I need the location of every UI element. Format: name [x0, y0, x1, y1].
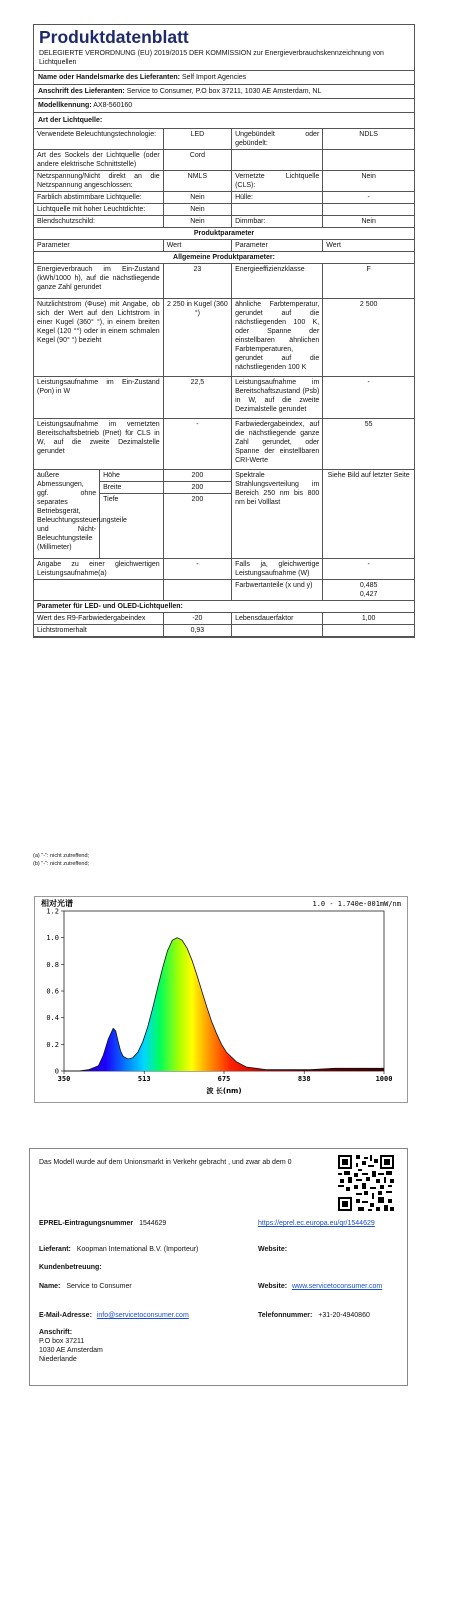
param-value: 1,00 — [323, 613, 414, 625]
address-block — [39, 1328, 103, 1364]
supplier-value: Koopman International B.V. (Importeur) — [76, 1246, 199, 1253]
col-param-header: Parameter — [34, 240, 163, 252]
general-header: Allgemeine Produktparameter: — [34, 252, 414, 264]
param-value: NMLS — [163, 171, 231, 192]
chroma-y: 0,427 — [359, 591, 378, 598]
param-label: Netzspannung/Nicht direkt an die Netzspannung angeschlossen: — [34, 171, 163, 192]
param-label: ähnliche Farbtemperatur, gerundet auf die nächstliegenden 100 K, oder Spanne der einstellbaren ähnlichen Farbtemperaturen, gerundet auf die nächstliegenden 100 K — [232, 299, 323, 377]
x-tick-label: 838 — [297, 1075, 311, 1083]
param-value: - — [323, 377, 414, 419]
param-label: Hülle: — [232, 192, 323, 204]
contact-name-row — [39, 1282, 132, 1291]
param-label: Dimmbar: — [232, 216, 323, 228]
param-label: Verwendete Beleuchtungstechnologie: — [34, 129, 163, 150]
param-value: 2 250 in Kugel (360 °) — [163, 299, 231, 377]
spectrum-svg — [35, 897, 407, 1102]
x-tick-label: 1000 — [375, 1075, 393, 1083]
supplier-address-value: Service to Consumer, P.O box 37211, 1030 AE Amsterdam, NL — [126, 88, 322, 95]
param-value: Nein — [163, 216, 231, 228]
param-label: Wert des R9-Farbwiedergabeindex — [34, 613, 163, 625]
param-label: Energieverbrauch im Ein-Zustand (kWh/1000 h), auf die nächstliegende ganze Zahl gerundet — [34, 264, 163, 299]
dimensions-values-cell — [163, 470, 231, 559]
table-row — [34, 625, 414, 637]
equiv-value: - — [163, 559, 231, 580]
y-tick-label: 0 — [54, 1067, 59, 1076]
eprel-row — [39, 1219, 166, 1228]
param-value: Nein — [163, 192, 231, 204]
col-value-header: Wert — [163, 240, 231, 252]
contact-website-link[interactable]: www.servicetoconsumer.com — [292, 1283, 383, 1290]
product-data-sheet — [33, 24, 415, 638]
address-line-2: 1030 AE Amsterdam — [39, 1347, 103, 1354]
table-row — [34, 580, 414, 601]
table-row — [34, 216, 414, 228]
regulation-text: DELEGIERTE VERORDNUNG (EU) 2019/2015 DER KOMMISSION zur Energieverbrauchskennzeichnung von Lichtquellen — [34, 49, 414, 71]
market-intro: Das Modell wurde auf dem Unionsmarkt in Verkehr gebracht , und zwar ab dem 0 — [39, 1159, 292, 1166]
email-label: E-Mail-Adresse: — [39, 1312, 92, 1319]
equiv2-value: - — [323, 559, 414, 580]
param-value: Nein — [323, 171, 414, 192]
table-row — [34, 192, 414, 204]
param-value — [323, 150, 414, 171]
param-label — [232, 150, 323, 171]
col-value-header: Wert — [323, 240, 414, 252]
dimensions-row — [34, 470, 414, 559]
param-label — [232, 204, 323, 216]
model-value: AX8-560160 — [93, 102, 133, 109]
param-value: -20 — [163, 613, 231, 625]
x-tick-label: 675 — [217, 1075, 231, 1083]
param-value: Nein — [323, 216, 414, 228]
phone-label: Telefonnummer: — [258, 1312, 313, 1319]
dim-depth-value: 200 — [191, 496, 204, 503]
table-row — [34, 264, 414, 299]
sheet-title: Produktdatenblatt — [39, 27, 189, 47]
eprel-number: 1544629 — [139, 1220, 167, 1227]
param-label: Farblich abstimmbare Lichtquelle: — [34, 192, 163, 204]
param-value: - — [163, 419, 231, 470]
light-type-header: Art der Lichtquelle: — [34, 113, 414, 129]
col-param-header: Parameter — [232, 240, 323, 252]
model-row — [34, 99, 414, 113]
param-label: Farbwiedergabeindex, auf die nächstliegende ganze Zahl gerundet, oder Spanne der einstellbaren CRI-Werte — [232, 419, 323, 470]
table-row — [34, 377, 414, 419]
param-value: Cord — [163, 150, 231, 171]
model-label: Modellkennung: — [38, 102, 92, 109]
supplier-address-row — [34, 85, 414, 99]
equiv2-label: Falls ja, gleichwertige Leistungsaufnahme (W) — [232, 559, 323, 580]
table-row — [34, 299, 414, 377]
light-type-table — [34, 129, 414, 637]
section-header-row — [34, 601, 414, 613]
dim-height-label: Höhe — [100, 470, 163, 482]
eprel-url-link[interactable]: https://eprel.ec.europa.eu/qr/1544629 — [258, 1220, 375, 1227]
contact-website-row — [258, 1282, 398, 1291]
eprel-label: EPREL-Eintragungsnummer — [39, 1220, 134, 1227]
table-row — [34, 150, 414, 171]
website-label: Website: — [258, 1246, 288, 1253]
led-header: Parameter für LED- und OLED-Lichtquellen: — [34, 601, 414, 613]
param-label: Art des Sockels der Lichtquelle (oder andere elektrische Schnittstelle) — [34, 150, 163, 171]
section-header-row — [34, 252, 414, 264]
address-label: Anschrift: — [39, 1329, 73, 1336]
param-value: Nein — [163, 204, 231, 216]
y-tick-label: 0.4 — [46, 1014, 59, 1023]
y-tick-label: 0.6 — [46, 987, 59, 996]
address-line-3: Niederlande — [39, 1356, 77, 1363]
param-label: Leistungsaufnahme im Ein-Zustand (Pon) in W — [34, 377, 163, 419]
phone-row — [258, 1311, 370, 1320]
table-row — [34, 129, 414, 150]
email-row — [39, 1311, 189, 1320]
y-tick-label: 1.2 — [46, 907, 59, 916]
spectrum-scale: 1.0 - 1.740e-001mW/nm — [312, 900, 401, 908]
param-label: Vernetzte Lichtquelle (CLS): — [232, 171, 323, 192]
table-row — [34, 559, 414, 580]
x-tick-label: 513 — [137, 1075, 151, 1083]
chroma-x: 0,485 — [359, 582, 378, 589]
footnote-a: (a) "-": nicht zutreffend; — [33, 853, 90, 859]
column-header-row — [34, 240, 414, 252]
phone-value: +31-20-4940860 — [318, 1312, 370, 1319]
param-value: 2 500 — [323, 299, 414, 377]
param-label — [232, 625, 323, 637]
param-label: Leistungsaufnahme im vernetzten Bereitschaftsbetrieb (Pnet) für CLS in W, auf die zweite Dezimalstelle gerundet — [34, 419, 163, 470]
spectrum-title: 相对光谱 — [41, 899, 73, 908]
param-value: 0,93 — [163, 625, 231, 637]
address-line-1: P.O box 37211 — [39, 1338, 85, 1345]
y-tick-label: 1.0 — [46, 934, 59, 943]
footnote-b: (b) "-": nicht zutreffend; — [33, 861, 90, 867]
param-value — [323, 204, 414, 216]
param-value — [323, 625, 414, 637]
y-tick-label: 0.2 — [46, 1040, 59, 1049]
param-value: 22,5 — [163, 377, 231, 419]
footnotes — [33, 852, 89, 868]
contact-website-label: Website: — [258, 1283, 288, 1290]
table-row — [34, 204, 414, 216]
x-axis-label: 波 长(nm) — [206, 1087, 242, 1095]
spectrum-area — [64, 938, 384, 1071]
param-value: - — [323, 192, 414, 204]
dim-depth-label: Tiefe — [103, 496, 119, 503]
param-label: Lebensdauerfaktor — [232, 613, 323, 625]
param-label: Nutzlichtstrom (Φuse) mit Angabe, ob sich der Wert auf den Lichtstrom in einer Kugel (360° °), in einem breiten Kegel (120 °°) oder in einem schmalen Kegel (90° °) bezieht — [34, 299, 163, 377]
supplier-row — [39, 1245, 198, 1254]
dimensions-cell — [34, 470, 163, 559]
table-row — [34, 613, 414, 625]
table-row — [34, 171, 414, 192]
dim-height-value: 200 — [164, 470, 231, 482]
empty-cell — [163, 580, 231, 601]
email-link[interactable]: info@servicetoconsumer.com — [96, 1312, 189, 1319]
contact-name-value: Service to Consumer — [66, 1283, 132, 1290]
spectrum-chart — [34, 896, 408, 1103]
param-label: Ungebündelt oder gebündelt: — [232, 129, 323, 150]
table-row — [34, 419, 414, 470]
param-value: 55 — [323, 419, 414, 470]
supplier-label: Lieferant: — [39, 1246, 71, 1253]
x-tick-label: 350 — [57, 1075, 71, 1083]
section-header-row — [34, 228, 414, 240]
spectral-label: Spektrale Strahlungsverteilung im Bereich 250 nm bis 800 nm bei Volllast — [232, 470, 323, 559]
spectral-value: Siehe Bild auf letzter Seite — [323, 470, 414, 559]
supplier-name-label: Name oder Handelsmarke des Lieferanten: — [38, 74, 180, 81]
dim-width-value: 200 — [164, 482, 231, 494]
supplier-name-value: Self Import Agencies — [181, 74, 247, 81]
supplier-name-row — [34, 71, 414, 85]
contact-name-label: Name: — [39, 1283, 61, 1290]
param-value: 23 — [163, 264, 231, 299]
param-value: LED — [163, 129, 231, 150]
param-label: Lichtquelle mit hoher Leuchtdichte: — [34, 204, 163, 216]
chroma-label: Farbwertanteile (x und y) — [232, 580, 323, 601]
supplier-address-label: Anschrift des Lieferanten: — [38, 88, 125, 95]
param-value: F — [323, 264, 414, 299]
param-label: Energieeffizienzklasse — [232, 264, 323, 299]
param-value: NDLS — [323, 129, 414, 150]
eprel-card — [29, 1148, 408, 1386]
qr-code-icon — [338, 1155, 394, 1211]
param-label: Lichtstromerhalt — [34, 625, 163, 637]
support-label: Kundenbetreuung: — [39, 1264, 102, 1271]
params-header: Produktparameter — [34, 228, 414, 240]
dimensions-label: äußere Abmessungen, ggf. ohne separates Betriebsgerät, Beleuchtungssteuerungsteile und Nicht-Beleuchtungsteile (Millimeter) — [34, 470, 100, 558]
chroma-values — [323, 580, 414, 601]
y-tick-label: 0.8 — [46, 960, 59, 969]
equiv-label: Angabe zu einer gleichwertigen Leistungsaufnahme(a) — [34, 559, 163, 580]
param-label: Leistungsaufnahme im Bereitschaftszustand (Psb) in W, auf die zweite Dezimalstelle gerundet — [232, 377, 323, 419]
empty-cell — [34, 580, 163, 601]
param-label: Blendschutzschild: — [34, 216, 163, 228]
dim-width-label: Breite — [100, 482, 163, 494]
